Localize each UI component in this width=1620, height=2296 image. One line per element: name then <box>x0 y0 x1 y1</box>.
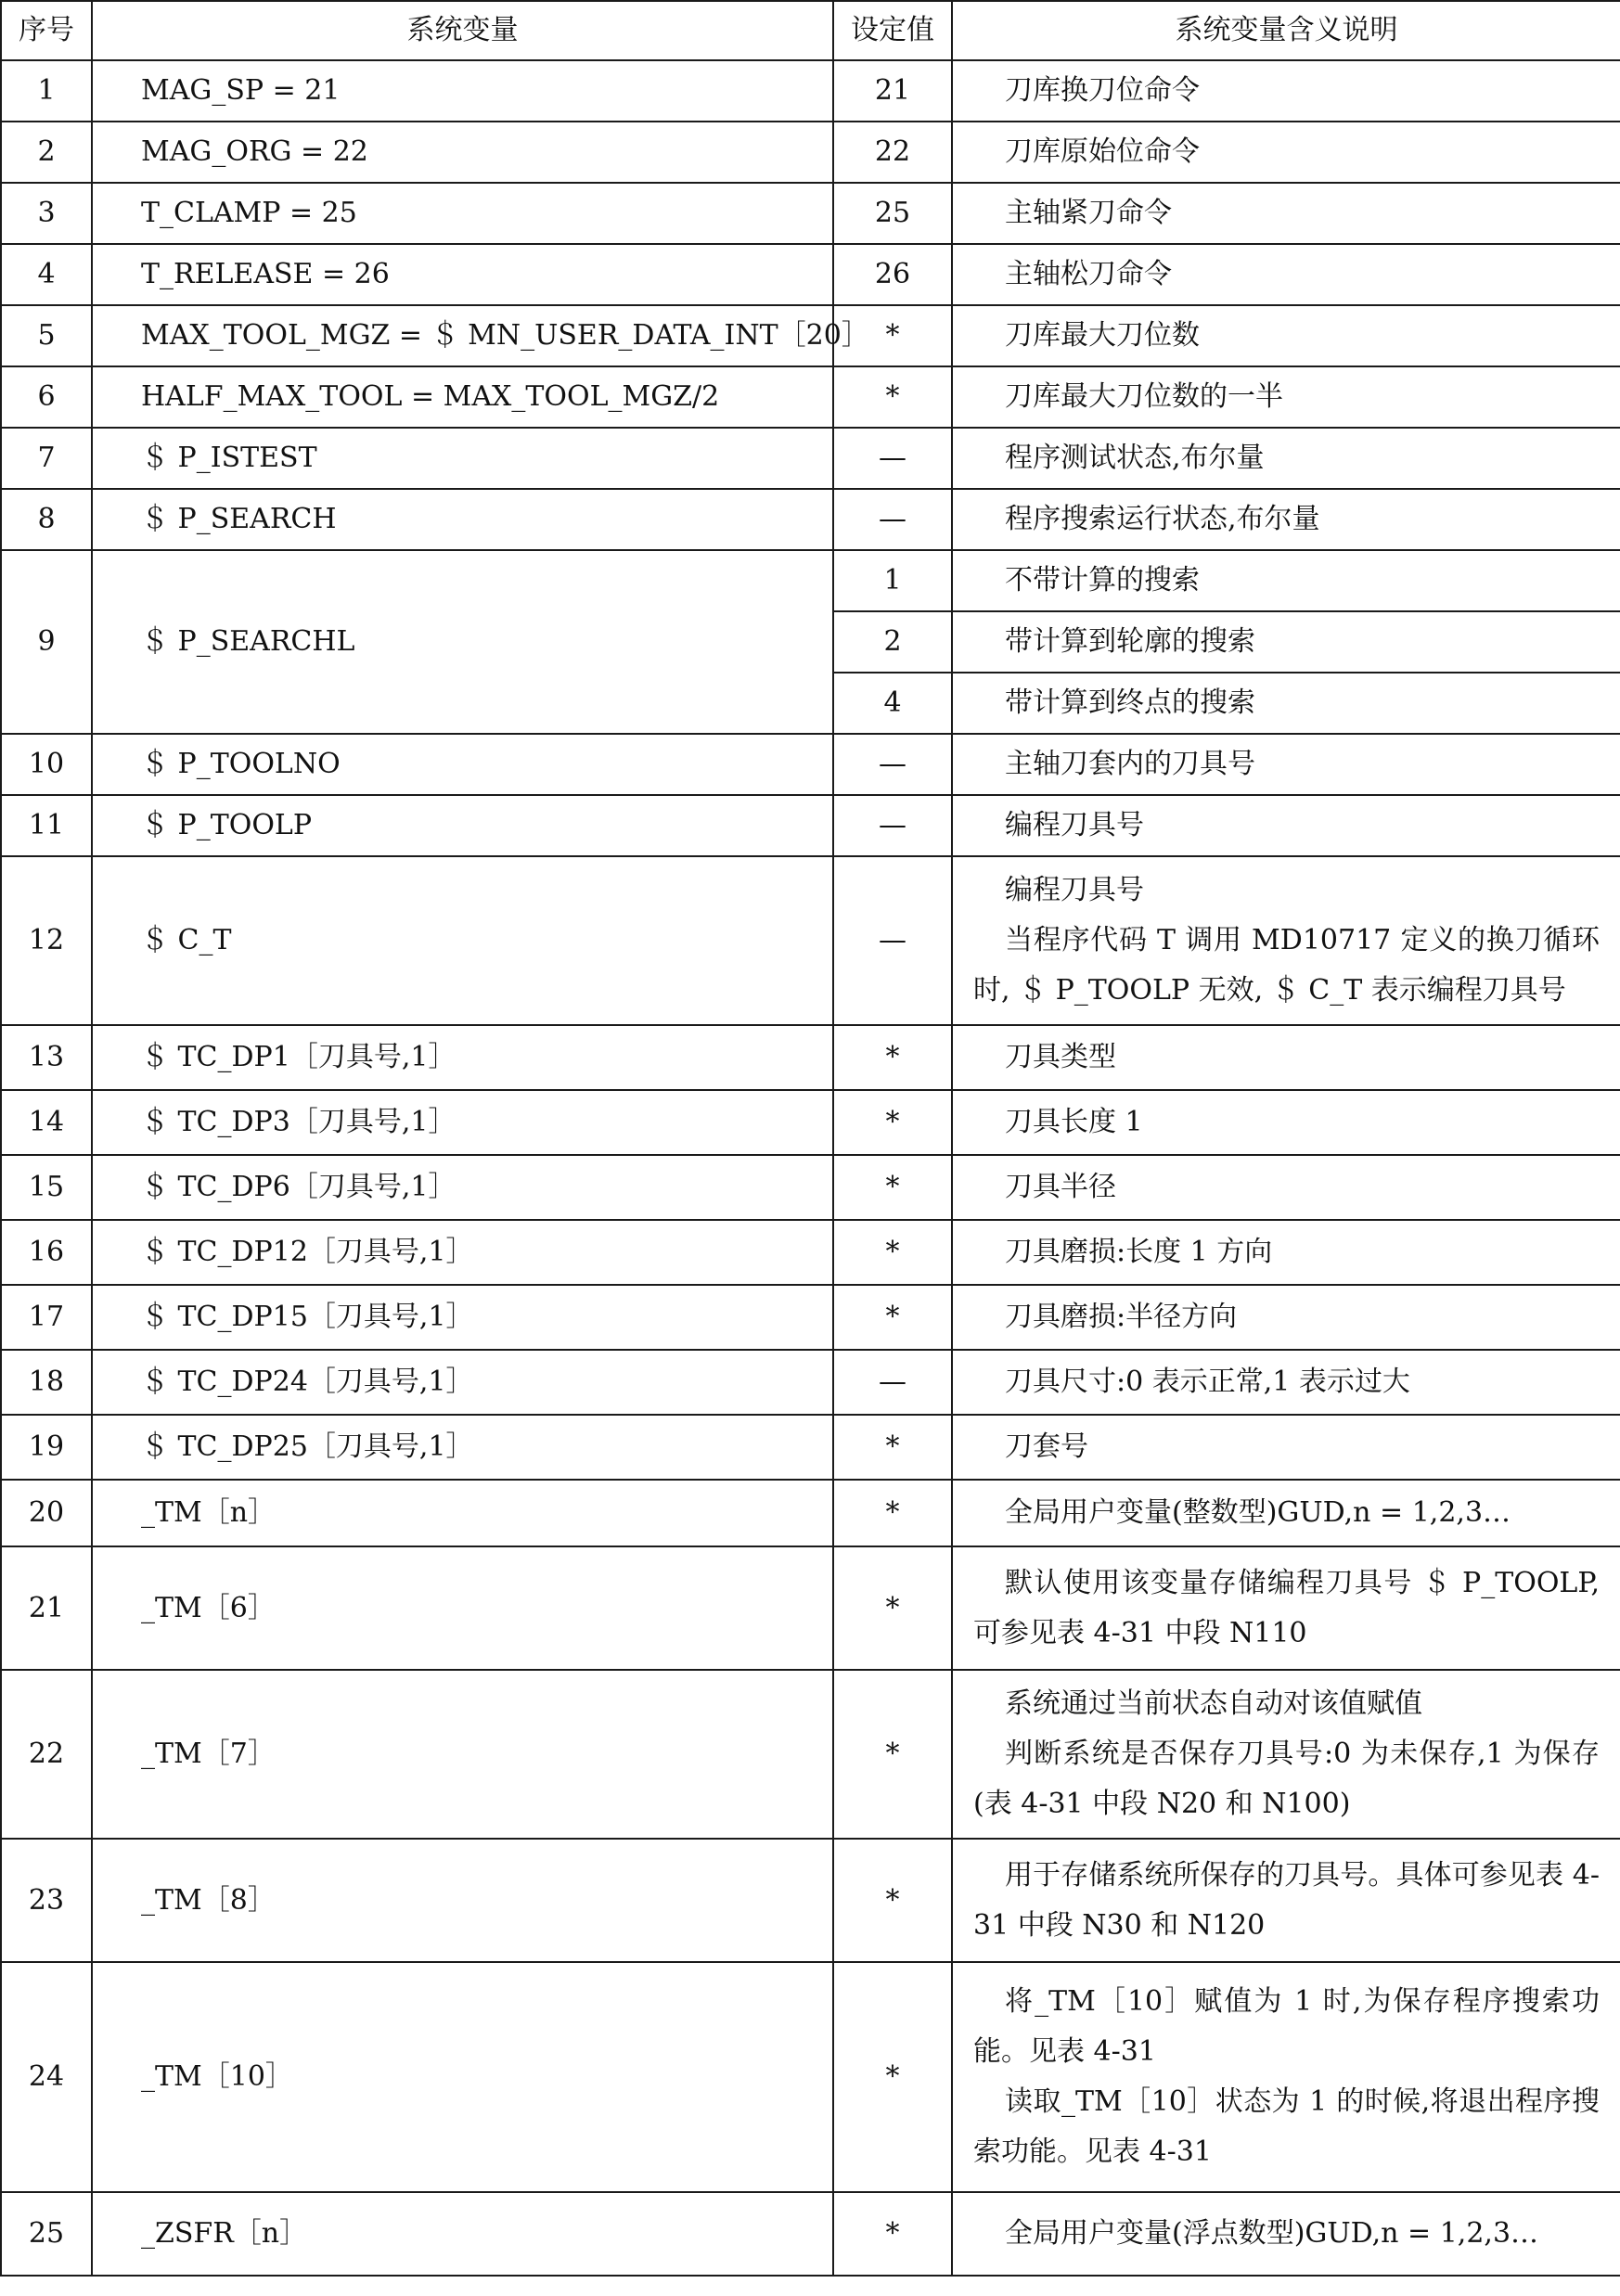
description-line: 刀具磨损:半径方向 <box>1005 1301 1238 1333</box>
header-value: 设定值 <box>833 1 952 60</box>
description-line: 刀具磨损:长度 1 方向 <box>1005 1236 1273 1268</box>
row-number: 8 <box>1 489 92 550</box>
variable-description <box>952 305 1620 366</box>
variable-name: MAX_TOOL_MGZ = ＄ MN_USER_DATA_INT［20］ <box>92 305 833 366</box>
variable-description <box>952 1220 1620 1285</box>
description-line: 主轴松刀命令 <box>1005 258 1172 290</box>
variable-description <box>952 60 1620 122</box>
set-value: 4 <box>833 673 952 734</box>
set-value: * <box>833 1962 952 2192</box>
row-number: 6 <box>1 366 92 428</box>
variable-name: T_RELEASE = 26 <box>92 244 833 305</box>
variable-description <box>952 122 1620 183</box>
table-row <box>1 1546 1620 1670</box>
set-value: * <box>833 1025 952 1090</box>
set-value: 2 <box>833 611 952 673</box>
set-value: — <box>833 1350 952 1415</box>
set-value: * <box>833 1090 952 1155</box>
set-value: * <box>833 1285 952 1350</box>
variable-description <box>952 1090 1620 1155</box>
description-line: 程序测试状态,布尔量 <box>1005 442 1265 474</box>
set-value: * <box>833 1220 952 1285</box>
variable-name: ＄ TC_DP6［刀具号,1］ <box>92 1155 833 1220</box>
row-number: 7 <box>1 428 92 489</box>
table-row <box>1 1480 1620 1546</box>
table-row <box>1 60 1620 122</box>
table-row <box>1 122 1620 183</box>
header-row <box>1 1 1620 60</box>
description-line: 带计算到终点的搜索 <box>1005 686 1255 719</box>
row-number: 1 <box>1 60 92 122</box>
row-number: 15 <box>1 1155 92 1220</box>
variable-description <box>952 856 1620 1025</box>
set-value: * <box>833 305 952 366</box>
set-value: * <box>833 1839 952 1962</box>
row-number: 20 <box>1 1480 92 1546</box>
set-value: 21 <box>833 60 952 122</box>
row-number: 11 <box>1 795 92 856</box>
variable-name: _TM［8］ <box>92 1839 833 1962</box>
description-line: 编程刀具号 <box>1005 809 1144 841</box>
variable-name: ＄ P_ISTEST <box>92 428 833 489</box>
description-line: 主轴刀套内的刀具号 <box>1005 748 1255 780</box>
set-value: — <box>833 734 952 795</box>
row-number: 9 <box>1 550 92 734</box>
set-value: * <box>833 1546 952 1670</box>
variable-description <box>952 673 1620 734</box>
set-value: 1 <box>833 550 952 611</box>
table-row <box>1 1090 1620 1155</box>
table-row <box>1 1670 1620 1839</box>
row-number: 13 <box>1 1025 92 1090</box>
variable-description <box>952 1546 1620 1670</box>
table-row <box>1 489 1620 550</box>
variable-name: ＄ P_TOOLP <box>92 795 833 856</box>
variable-name: _TM［7］ <box>92 1670 833 1839</box>
description-line: 刀套号 <box>1005 1430 1088 1463</box>
set-value: * <box>833 1415 952 1480</box>
row-number: 14 <box>1 1090 92 1155</box>
description-line: 刀具尺寸:0 表示正常,1 表示过大 <box>1005 1366 1410 1398</box>
set-value: 22 <box>833 122 952 183</box>
description-line: 判断系统是否保存刀具号:0 为未保存,1 为保存(表 4-31 中段 N20 和 N100) <box>973 1738 1600 1820</box>
set-value: — <box>833 795 952 856</box>
header-description: 系统变量含义说明 <box>952 1 1620 60</box>
variable-description <box>952 1839 1620 1962</box>
row-number: 5 <box>1 305 92 366</box>
description-line: 将_TM［10］赋值为 1 时,为保存程序搜索功能。见表 4-31 <box>973 1985 1600 2068</box>
variable-name: ＄ TC_DP3［刀具号,1］ <box>92 1090 833 1155</box>
variable-name: HALF_MAX_TOOL = MAX_TOOL_MGZ/2 <box>92 366 833 428</box>
table-row <box>1 1350 1620 1415</box>
table-row <box>1 550 1620 611</box>
variable-description <box>952 1285 1620 1350</box>
description-line: 刀库最大刀位数 <box>1005 319 1200 352</box>
set-value: — <box>833 428 952 489</box>
set-value: * <box>833 1670 952 1839</box>
variable-description <box>952 1962 1620 2192</box>
variable-description <box>952 795 1620 856</box>
description-line: 全局用户变量(整数型)GUD,n = 1,2,3… <box>1005 1496 1511 1529</box>
row-number: 10 <box>1 734 92 795</box>
variable-name: _TM［6］ <box>92 1546 833 1670</box>
variable-name: ＄ TC_DP24［刀具号,1］ <box>92 1350 833 1415</box>
row-number: 12 <box>1 856 92 1025</box>
variable-name: ＄ TC_DP15［刀具号,1］ <box>92 1285 833 1350</box>
variable-name: _TM［10］ <box>92 1962 833 2192</box>
table-row <box>1 1155 1620 1220</box>
table-row <box>1 1285 1620 1350</box>
set-value: 26 <box>833 244 952 305</box>
row-number: 17 <box>1 1285 92 1350</box>
row-number: 16 <box>1 1220 92 1285</box>
table-row <box>1 795 1620 856</box>
variable-description <box>952 734 1620 795</box>
description-line: 全局用户变量(浮点数型)GUD,n = 1,2,3… <box>1005 2217 1539 2250</box>
variable-description <box>952 366 1620 428</box>
row-number: 2 <box>1 122 92 183</box>
header-variable: 系统变量 <box>92 1 833 60</box>
description-line: 刀库换刀位命令 <box>1005 74 1200 107</box>
variable-description <box>952 1480 1620 1546</box>
row-number: 23 <box>1 1839 92 1962</box>
table-row <box>1 734 1620 795</box>
variable-name: T_CLAMP = 25 <box>92 183 833 244</box>
description-line: 默认使用该变量存储编程刀具号 ＄ P_TOOLP,可参见表 4-31 中段 N110 <box>973 1566 1600 1649</box>
set-value: — <box>833 489 952 550</box>
variable-description <box>952 1155 1620 1220</box>
variable-description <box>952 611 1620 673</box>
table-row <box>1 1839 1620 1962</box>
description-line: 读取_TM［10］状态为 1 的时候,将退出程序搜索功能。见表 4-31 <box>973 2085 1600 2168</box>
description-line: 刀库最大刀位数的一半 <box>1005 380 1283 413</box>
variable-name: ＄ C_T <box>92 856 833 1025</box>
table-row <box>1 183 1620 244</box>
description-line: 刀具类型 <box>1005 1041 1116 1073</box>
table-row <box>1 1220 1620 1285</box>
table-row <box>1 305 1620 366</box>
description-line: 主轴紧刀命令 <box>1005 197 1172 229</box>
set-value: * <box>833 1480 952 1546</box>
table-row <box>1 856 1620 1025</box>
description-line: 刀具长度 1 <box>1005 1106 1143 1138</box>
row-number: 4 <box>1 244 92 305</box>
set-value: * <box>833 1155 952 1220</box>
row-number: 21 <box>1 1546 92 1670</box>
variable-description <box>952 1025 1620 1090</box>
variable-name: ＄ P_SEARCHL <box>92 550 833 734</box>
table-row <box>1 1962 1620 2192</box>
description-line: 当程序代码 T 调用 MD10717 定义的换刀循环时, ＄ P_TOOLP 无效, ＄ C_T 表示编程刀具号 <box>973 924 1600 1007</box>
variable-name: MAG_SP = 21 <box>92 60 833 122</box>
description-line: 刀库原始位命令 <box>1005 135 1200 168</box>
variable-description <box>952 489 1620 550</box>
variable-description <box>952 2192 1620 2276</box>
set-value: * <box>833 2192 952 2276</box>
header-no: 序号 <box>1 1 92 60</box>
row-number: 19 <box>1 1415 92 1480</box>
description-line: 带计算到轮廓的搜索 <box>1005 625 1255 658</box>
set-value: * <box>833 366 952 428</box>
row-number: 25 <box>1 2192 92 2276</box>
description-line: 不带计算的搜索 <box>1005 564 1200 596</box>
description-line: 系统通过当前状态自动对该值赋值 <box>1005 1687 1422 1720</box>
description-line: 用于存储系统所保存的刀具号。具体可参见表 4-31 中段 N30 和 N120 <box>973 1858 1600 1942</box>
variable-name: ＄ TC_DP12［刀具号,1］ <box>92 1220 833 1285</box>
variable-name: ＄ P_TOOLNO <box>92 734 833 795</box>
row-number: 3 <box>1 183 92 244</box>
variable-name: ＄ P_SEARCH <box>92 489 833 550</box>
description-line: 程序搜索运行状态,布尔量 <box>1005 503 1320 535</box>
variable-description <box>952 1350 1620 1415</box>
variable-description <box>952 550 1620 611</box>
variable-description <box>952 1670 1620 1839</box>
variable-description <box>952 244 1620 305</box>
description-line: 刀具半径 <box>1005 1171 1116 1203</box>
variable-description <box>952 1415 1620 1480</box>
variable-name: ＄ TC_DP1［刀具号,1］ <box>92 1025 833 1090</box>
table-row <box>1 1415 1620 1480</box>
description-line: 编程刀具号 <box>1005 874 1144 906</box>
table-row <box>1 428 1620 489</box>
row-number: 22 <box>1 1670 92 1839</box>
set-value: 25 <box>833 183 952 244</box>
table-row <box>1 2192 1620 2276</box>
table-row <box>1 244 1620 305</box>
set-value: — <box>833 856 952 1025</box>
table-row <box>1 366 1620 428</box>
variable-name: ＄ TC_DP25［刀具号,1］ <box>92 1415 833 1480</box>
variable-description <box>952 428 1620 489</box>
table-row <box>1 1025 1620 1090</box>
row-number: 18 <box>1 1350 92 1415</box>
row-number: 24 <box>1 1962 92 2192</box>
variable-name: _TM［n］ <box>92 1480 833 1546</box>
variable-description <box>952 183 1620 244</box>
variable-name: _ZSFR［n］ <box>92 2192 833 2276</box>
variable-name: MAG_ORG = 22 <box>92 122 833 183</box>
